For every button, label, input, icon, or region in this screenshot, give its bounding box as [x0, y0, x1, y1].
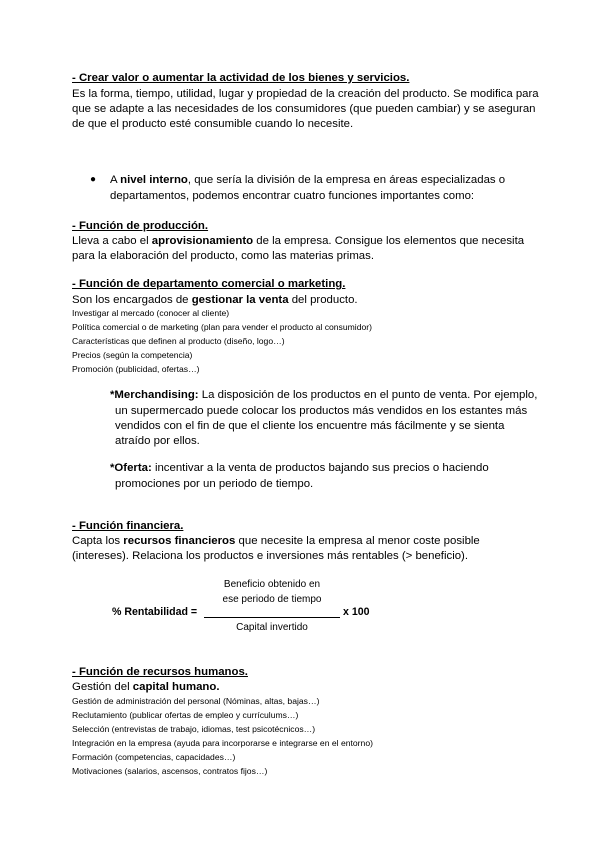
- paragraph-line: *Merchandising: La disposición de los productos en el punto de venta. Por ejemplo,: [110, 389, 538, 401]
- paragraph-line: un supermercado puede colocar los productos más vendidos en los estantes más: [115, 405, 528, 417]
- list-item: Precios (según la competencia): [72, 350, 193, 360]
- list-item: Promoción (publicidad, ofertas…): [72, 364, 200, 374]
- list-item: Gestión de administración del personal (Nóminas, altas, bajas…): [72, 696, 320, 706]
- paragraph-line: atraído por ellos.: [115, 435, 200, 447]
- paragraph-line: para la elaboración del producto, como las materias primas.: [72, 250, 375, 262]
- bold-term: gestionar la venta: [191, 294, 289, 306]
- bullet-icon: ●: [90, 174, 97, 185]
- formula-multiplier: x 100: [343, 606, 370, 618]
- bold-term: aprovisionamiento: [151, 235, 254, 247]
- formula-label: % Rentabilidad =: [112, 606, 198, 618]
- list-item: Reclutamiento (publicar ofertas de empleo y currículums…): [72, 710, 299, 720]
- paragraph-line: (intereses). Relaciona los productos e inversiones más rentables (> beneficio).: [72, 550, 469, 562]
- list-item: Motivaciones (salarios, ascensos, contratos fijos…): [72, 766, 268, 776]
- bold-term: capital humano.: [132, 681, 220, 693]
- list-item: Integración en la empresa (ayuda para incorporarse e integrarse en el entorno): [72, 738, 373, 748]
- paragraph-line: A nivel interno, que sería la división de la empresa en áreas especializadas o: [110, 174, 506, 186]
- paragraph-line: Capta los recursos financieros que necesite la empresa al menor coste posible: [72, 535, 480, 547]
- formula-numerator: ese periodo de tiempo: [222, 594, 322, 605]
- paragraph-line: Son los encargados de gestionar la venta del producto.: [72, 294, 358, 306]
- list-item: Selección (entrevistas de trabajo, idiomas, test psicotécnicos…): [72, 724, 316, 734]
- section-heading-financiera: - Función financiera.: [72, 520, 184, 532]
- paragraph-line: *Oferta: incentivar a la venta de productos bajando sus precios o haciendo: [110, 462, 489, 474]
- formula-numerator: Beneficio obtenido en: [223, 579, 321, 590]
- bold-term: *Merchandising:: [110, 389, 199, 401]
- section-heading-produccion: - Función de producción.: [72, 220, 209, 232]
- bold-term: *Oferta:: [110, 462, 152, 474]
- paragraph-line: Es la forma, tiempo, utilidad, lugar y propiedad de la creación del producto. Se modifica para: [72, 88, 539, 100]
- paragraph-line: Gestión del capital humano.: [72, 681, 220, 693]
- section-heading-rrhh: - Función de recursos humanos.: [72, 666, 248, 678]
- paragraph-line: de que el producto esté consumible cuando lo necesite.: [72, 118, 354, 130]
- bold-term: nivel interno: [120, 174, 188, 186]
- paragraph-line: departamentos, podemos encontrar cuatro funciones importantes como:: [110, 190, 475, 202]
- paragraph-line: que se adapte a las necesidades de los consumidores (que pueden cambiar) y se aseguran: [72, 103, 536, 115]
- section-heading-crear-valor: - Crear valor o aumentar la actividad de los bienes y servicios.: [72, 72, 410, 84]
- formula-denominator: Capital invertido: [236, 622, 308, 633]
- list-item: Investigar al mercado (conocer al cliente): [72, 308, 230, 318]
- list-item: Política comercial o de marketing (plan para vender el producto al consumidor): [72, 322, 372, 332]
- section-heading-comercial: - Función de departamento comercial o marketing.: [72, 278, 346, 290]
- paragraph-line: promociones por un periodo de tiempo.: [115, 478, 314, 490]
- fraction-bar: [204, 617, 340, 618]
- list-item: Formación (competencias, capacidades…): [72, 752, 236, 762]
- paragraph-line: Lleva a cabo el aprovisionamiento de la empresa. Consigue los elementos que necesita: [72, 235, 525, 247]
- bold-term: recursos financieros: [123, 535, 236, 547]
- paragraph-line: vendidos con el fin de que el cliente los encuentre más fácilmente y se sienta: [115, 420, 505, 432]
- list-item: Características que definen al producto (diseño, logo…): [72, 336, 285, 346]
